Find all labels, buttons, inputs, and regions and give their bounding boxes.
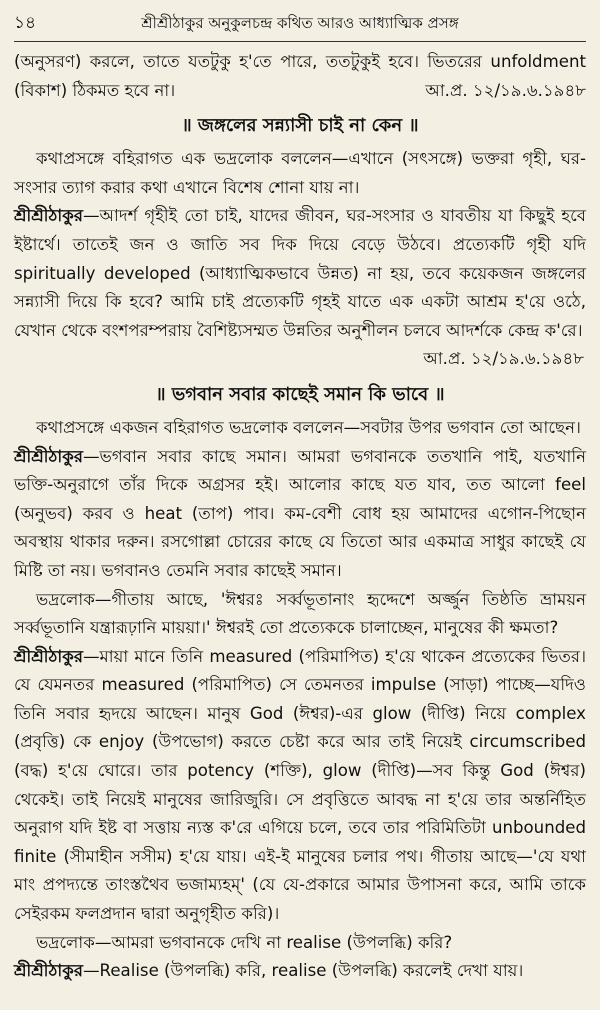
- running-title: শ্রীশ্রীঠাকুর অনুকুলচন্দ্র কথিত আরও আধ্যাত্মিক প্রসঙ্গ: [141, 14, 459, 32]
- paragraph: ভদ্রলোক—গীতায় আছে, 'ঈশ্বরঃ সর্ব্বভূতানাং হৃদ্দেশে অর্জ্জুন তিষ্ঠতি ভ্রাময়ন সর্ব্বভূতানি যন্ত্রারূঢ়ানি মায়য়া।' ঈশ্বরই তো প্রত্যেককে চালাচ্ছেন, মানুষের কী ক্ষমতা?: [14, 589, 586, 638]
- page-header: [14, 10, 586, 42]
- dialogue-paragraph: [14, 443, 586, 586]
- dialogue-paragraph: [14, 957, 586, 986]
- speaker-name: শ্রীশ্রীঠাকুর: [14, 646, 83, 666]
- speaker-name: শ্রীশ্রীঠাকুর: [14, 206, 83, 226]
- paragraph-text: —আদর্শ গৃহীই তো চাই, যাদের জীবন, ঘর-সংসার ও যাবতীয় যা কিছুই হবে ইষ্টার্থে। তাতেই জন ও জাতি সব দিক দিয়ে বেড়ে উঠবে। প্রত্যেকটি গৃহী যদি spiritually developed (আধ্যাত্মিকভাবে উন্নত) না হয়, তবে কয়েকজন জঙ্গলের সন্ন্যাসী দিয়ে কি হবে? আমি চাই প্রত্যেকটি গৃহই যাতে এক একটা আশ্রম হ'য়ে ওঠে, যেখান থেকে বংশপরম্পরায় বৈশিষ্ট্যসম্মত উন্নতির অনুশীলন চলবে আদর্শকে কেন্দ্র ক'রে।: [14, 206, 586, 340]
- dialogue-paragraph: [14, 643, 586, 929]
- paragraph: কথাপ্রসঙ্গে একজন বহিরাগত ভদ্রলোক বললেন—সবটার উপর ভগবান তো আছেন।: [36, 417, 581, 437]
- paragraph-text: (অনুসরণ) করলে, তাতে যতটুকু হ'তে পারে, ততটুকুই হবে। ভিতরের unfoldment (বিকাশ) ঠিকমত হবে না।: [14, 52, 586, 100]
- speaker-name: শ্রীশ্রীঠাকুর: [14, 961, 83, 981]
- section-heading: ॥ ভগবান সবার কাছেই সমান কি ভাবে ॥: [155, 383, 445, 405]
- continuation-paragraph: [14, 48, 586, 105]
- paragraph: কথাপ্রসঙ্গে বহিরাগত এক ভদ্রলোক বললেন—এখানে (সৎসঙ্গে) ভক্তরা গৃহী, ঘর-সংসার ত্যাগ করার কথা এখানে বিশেষ শোনা যায় না।: [14, 149, 586, 197]
- paragraph-text: —মায়া মানে তিনি measured (পরিমাপিত) হ'য়ে থাকেন প্রত্যেকের ভিতর। যে যেমনতর measured (পরিমাপিত) সে তেমনতর impulse (সাড়া) পাচ্ছে—যদিও তিনি সবার হৃদয়ে আছেন। মানুষ God (ঈশ্বর)-এর glow (দীপ্তি) নিয়ে complex (প্রবৃত্তি) কে enjoy (উপভোগ) করতে চেষ্টা করে আর তাই নিয়েই circumscribed (বদ্ধ) হ'য়ে ঘোরে। তার potency (শক্তি), glow (দীপ্তি)—সব কিন্তু God (ঈশ্বর) থেকেই। তাই নিয়েই মানুষের জারিজুরি। সে প্রবৃত্তিতে আবদ্ধ না হ'য়ে তার অন্তর্নিহিত অনুরাগ যদি ইষ্ট বা সত্তায় ন্যস্ত ক'রে এগিয়ে চলে, তবে তার পরিমিতিটা unbounded finite (সীমাহীন সসীম) হ'য়ে যায়। এই-ই মানুষের চলার পথ। গীতায় আছে—'যে যথা মাং প্রপদ্যন্তে তাংস্তথৈব ভজাম্যহম্' (যে যে-প্রকারে আমার উপাসনা করে, আমি তাকে সেইরকম ফলপ্রদান দ্বারা অনুগৃহীত করি)।: [14, 646, 586, 924]
- page-number: ১৪: [14, 13, 37, 33]
- section-heading: ॥ জঙ্গলের সন্ন্যাসী চাই না কেন ॥: [181, 115, 419, 137]
- reference: আ.প্র. ১২/১৯.৬.১৯৪৮: [425, 80, 586, 100]
- paragraph: ভদ্রলোক—আমরা ভগবানকে দেখি না realise (উপলব্ধি) করি?: [36, 932, 453, 952]
- paragraph-text: —ভগবান সবার কাছে সমান। আমরা ভগবানকে ততখানি পাই, যতখানি ভক্তি-অনুরাগে তাঁর দিকে অগ্রসর হই। আলোর কাছে যত যাব, তত আলো feel (অনুভব) করব ও heat (তাপ) পাব। কম-বেশী বোধ হয় আমাদের এগোন-পিছোন অবস্থায় থাকার দরুন। রসগোল্লা চোরের কাছে যে তিতো আর একমাত্র সাধুর কাছেই যে মিষ্টি তা নয়। ভগবানও তেমনি সবার কাছেই সমান।: [14, 446, 586, 580]
- speaker-name: শ্রীশ্রীঠাকুর: [14, 446, 83, 466]
- paragraph-text: —Realise (উপলব্ধি) করি, realise (উপলব্ধি) করলেই দেখা যায়।: [82, 961, 524, 981]
- reference: আ.প্র. ১২/১৯.৬.১৯৪৮: [423, 349, 584, 369]
- dialogue-paragraph: [14, 202, 586, 345]
